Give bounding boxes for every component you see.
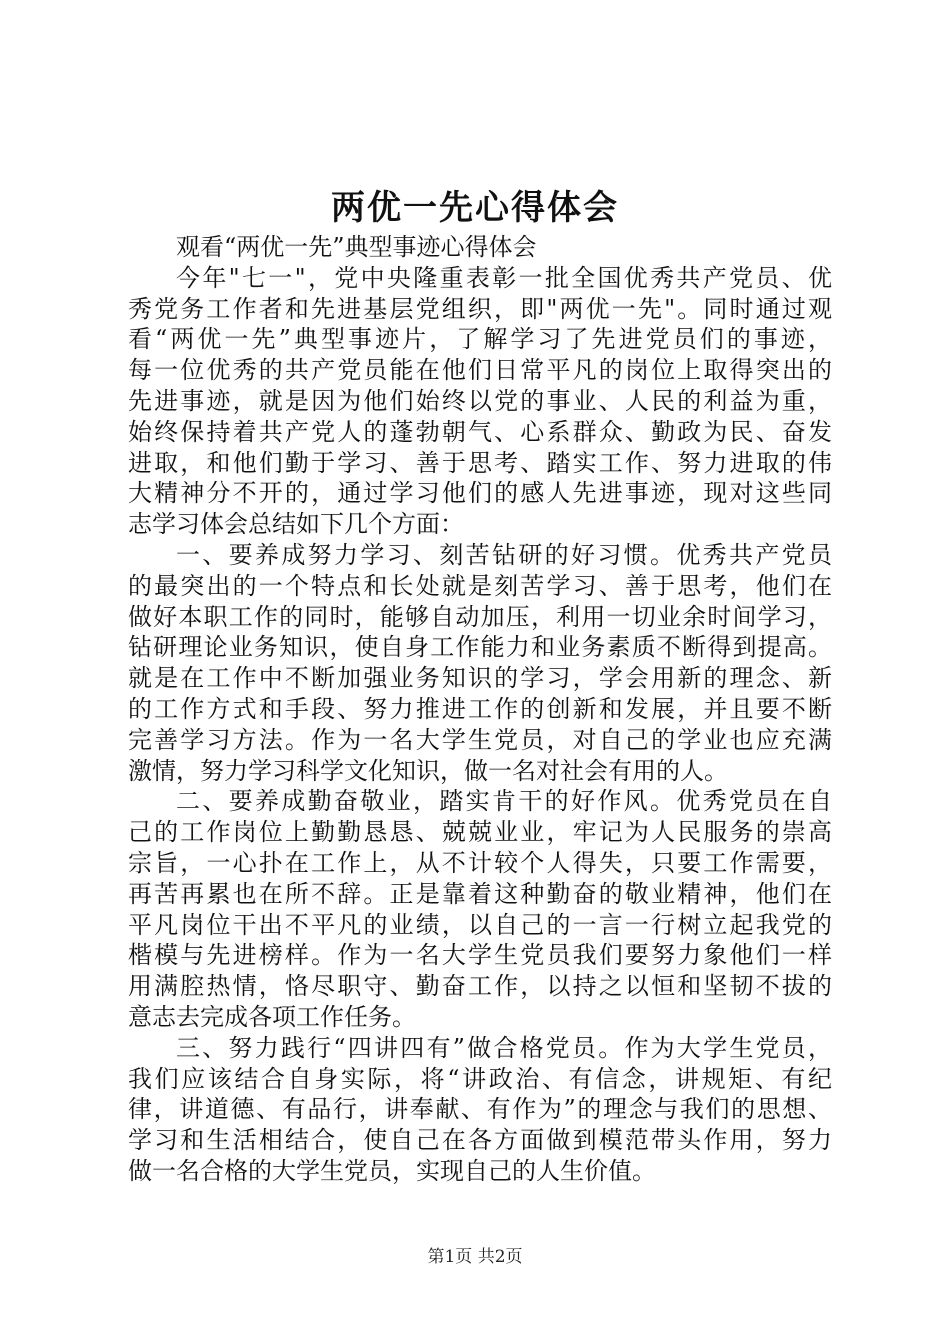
- document-body: [128, 232, 832, 1187]
- body-line: 今年"七一"，党中央隆重表彰一批全国优秀共产党员、优: [176, 263, 832, 292]
- body-line: 完善学习方法。作为一名大学生党员，对自己的学业也应充满: [128, 725, 832, 754]
- body-line: 看“两优一先”典型事迹片，了解学习了先进党员们的事迹，: [128, 325, 832, 354]
- body-line: 就是在工作中不断加强业务知识的学习，学会用新的理念、新: [128, 664, 832, 693]
- body-line: 二、要养成勤奋敬业，踏实肯干的好作风。优秀党员在自: [176, 787, 832, 816]
- body-line: 己的工作岗位上勤勤恳恳、兢兢业业，牢记为人民服务的崇高: [128, 818, 832, 847]
- body-line: 做一名合格的大学生党员，实现自己的人生价值。: [128, 1156, 656, 1185]
- body-line: 始终保持着共产党人的蓬勃朝气、心系群众、勤政为民、奋发: [128, 417, 832, 446]
- body-line: 激情，努力学习科学文化知识，做一名对社会有用的人。: [128, 756, 728, 785]
- body-line: 楷模与先进榜样。作为一名大学生党员我们要努力象他们一样: [128, 941, 832, 970]
- body-line: 大精神分不开的，通过学习他们的感人先进事迹，现对这些同: [128, 479, 832, 508]
- body-line: 做好本职工作的同时，能够自动加压，利用一切业余时间学习，: [128, 602, 832, 631]
- body-line: 用满腔热情，恪尽职守、勤奋工作，以持之以恒和坚韧不拔的: [128, 972, 832, 1001]
- body-line: 再苦再累也在所不辞。正是靠着这种勤奋的敬业精神，他们在: [128, 879, 832, 908]
- body-line: 一、要养成努力学习、刻苦钻研的好习惯。优秀共产党员: [176, 540, 832, 569]
- body-line: 的最突出的一个特点和长处就是刻苦学习、善于思考，他们在: [128, 571, 832, 600]
- body-line: 先进事迹，就是因为他们始终以党的事业、人民的利益为重，: [128, 386, 832, 415]
- body-line: 观看“两优一先”典型事迹心得体会: [176, 233, 537, 261]
- body-line: 志学习体会总结如下几个方面：: [128, 510, 464, 539]
- document-title: 两优一先心得体会: [331, 188, 619, 228]
- body-line: 平凡岗位干出不平凡的业绩，以自己的一言一行树立起我党的: [128, 910, 832, 939]
- body-line: 我们应该结合自身实际，将“讲政治、有信念，讲规矩、有纪: [128, 1064, 832, 1093]
- body-line: 意志去完成各项工作任务。: [128, 1002, 416, 1031]
- page-number-footer: 第1页 共2页: [427, 1247, 523, 1267]
- body-line: 学习和生活相结合，使自己在各方面做到模范带头作用，努力: [128, 1126, 832, 1155]
- body-line: 律，讲道德、有品行，讲奉献、有作为”的理念与我们的思想、: [128, 1095, 832, 1124]
- body-line: 秀党务工作者和先进基层党组织，即"两优一先"。同时通过观: [128, 294, 832, 323]
- body-line: 每一位优秀的共产党员能在他们日常平凡的岗位上取得突出的: [128, 356, 832, 385]
- body-line: 三、努力践行“四讲四有”做合格党员。作为大学生党员，: [176, 1033, 832, 1062]
- body-line: 钻研理论业务知识，使自身工作能力和业务素质不断得到提高。: [128, 633, 832, 662]
- body-line: 进取，和他们勤于学习、善于思考、踏实工作、努力进取的伟: [128, 448, 832, 477]
- body-line: 的工作方式和手段、努力推进工作的创新和发展，并且要不断: [128, 694, 832, 723]
- body-line: 宗旨，一心扑在工作上，从不计较个人得失，只要工作需要，: [128, 848, 832, 877]
